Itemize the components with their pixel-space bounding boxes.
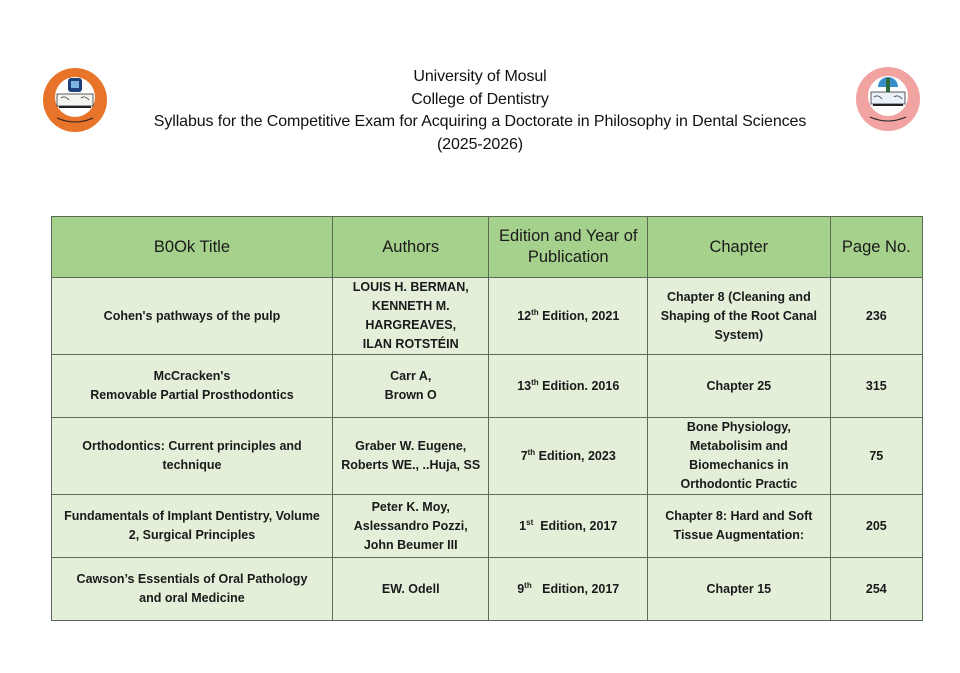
book-title-cell: Cawson’s Essentials of Oral Pathology and oral Medicine xyxy=(52,558,333,621)
page-number-cell: 315 xyxy=(830,355,922,418)
edition-ordinal: th xyxy=(524,580,532,590)
page-number-cell: 75 xyxy=(830,418,922,495)
book-title-cell: Cohen's pathways of the pulp xyxy=(52,278,333,355)
edition-cell xyxy=(489,278,648,355)
author-line: HARGREAVES, xyxy=(365,318,457,332)
edition-number: 13 xyxy=(517,378,532,393)
author-line: Brown O xyxy=(384,388,437,402)
column-header-page-no: Page No. xyxy=(830,217,922,278)
column-header-chapter: Chapter xyxy=(648,217,831,278)
title-line: McCracken's xyxy=(153,369,231,383)
chapter-cell: Chapter 8 (Cleaning and Shaping of the Root Canal System) xyxy=(648,278,831,355)
book-title-cell: Fundamentals of Implant Dentistry, Volume 2, Surgical Principles xyxy=(52,495,333,558)
author-line: KENNETH M. xyxy=(371,299,450,313)
author-line: Graber W. Eugene, xyxy=(355,439,467,453)
edition-year: Edition. 2016 xyxy=(538,378,620,393)
author-line: Aslessandro Pozzi, John Beumer III xyxy=(353,518,468,552)
edition-year: Edition, 2017 xyxy=(533,518,618,533)
document-header xyxy=(0,66,960,156)
academic-year: (2025-2026) xyxy=(436,135,524,153)
syllabus-table xyxy=(51,216,923,621)
authors-cell xyxy=(332,495,489,558)
syllabus-title: Syllabus for the Competitive Exam for Acquiring a Doctorate in Philosophy in Dental Sciences xyxy=(153,113,807,130)
edition-cell xyxy=(489,355,648,418)
authors-cell xyxy=(332,418,489,495)
column-header-book-title: B0Ok Title xyxy=(52,217,333,278)
author-line: Peter K. Moy, xyxy=(371,499,450,514)
edition-cell xyxy=(489,558,648,621)
book-title-cell xyxy=(52,355,333,418)
edition-year: Edition, 2023 xyxy=(535,448,616,463)
edition-cell xyxy=(489,495,648,558)
college-name: College of Dentistry xyxy=(411,90,549,108)
edition-number: 12 xyxy=(517,308,532,323)
table-row xyxy=(52,418,923,495)
book-title-cell: Orthodontics: Current principles and technique xyxy=(52,418,333,495)
edition-number: 7 xyxy=(520,448,528,463)
title-line: Removable Partial Prosthodontics xyxy=(90,388,294,402)
page-number-cell: 236 xyxy=(830,278,922,355)
edition-ordinal: th xyxy=(527,447,536,457)
edition-cell xyxy=(489,418,648,495)
chapter-cell: Chapter 25 xyxy=(648,355,831,418)
author-line: ILAN ROTSTÉIN xyxy=(362,337,459,351)
author-line: Roberts WE., ..Huja, SS xyxy=(341,458,481,472)
page-number-cell: 205 xyxy=(830,495,922,558)
chapter-cell: Bone Physiology, Metabolisim and Biomechanics in Orthodontic Practic xyxy=(648,418,831,495)
chapter-cell: Chapter 15 xyxy=(648,558,831,621)
edition-ordinal: th xyxy=(531,307,539,317)
column-header-authors: Authors xyxy=(332,217,489,278)
edition-year: Edition, 2017 xyxy=(531,581,620,596)
table-row xyxy=(52,278,923,355)
table-header-row xyxy=(52,217,923,278)
column-header-edition: Edition and Year of Publication xyxy=(489,217,648,278)
edition-ordinal: th xyxy=(531,377,539,387)
university-name: University of Mosul xyxy=(413,68,547,85)
author-line: EW. Odell xyxy=(381,581,440,596)
table-row xyxy=(52,355,923,418)
authors-cell xyxy=(332,558,489,621)
chapter-cell: Chapter 8: Hard and Soft Tissue Augmentation: xyxy=(648,495,831,558)
author-line: LOUIS H. BERMAN, xyxy=(352,280,469,294)
table-row xyxy=(52,558,923,621)
edition-number: 9 xyxy=(517,581,525,596)
table-row xyxy=(52,495,923,558)
edition-ordinal: st xyxy=(526,517,534,527)
edition-year: Edition, 2021 xyxy=(538,308,620,323)
author-line: Carr A, xyxy=(390,369,432,383)
authors-cell xyxy=(332,278,489,355)
page-number-cell: 254 xyxy=(830,558,922,621)
edition-number: 1 xyxy=(519,518,527,533)
authors-cell xyxy=(332,355,489,418)
